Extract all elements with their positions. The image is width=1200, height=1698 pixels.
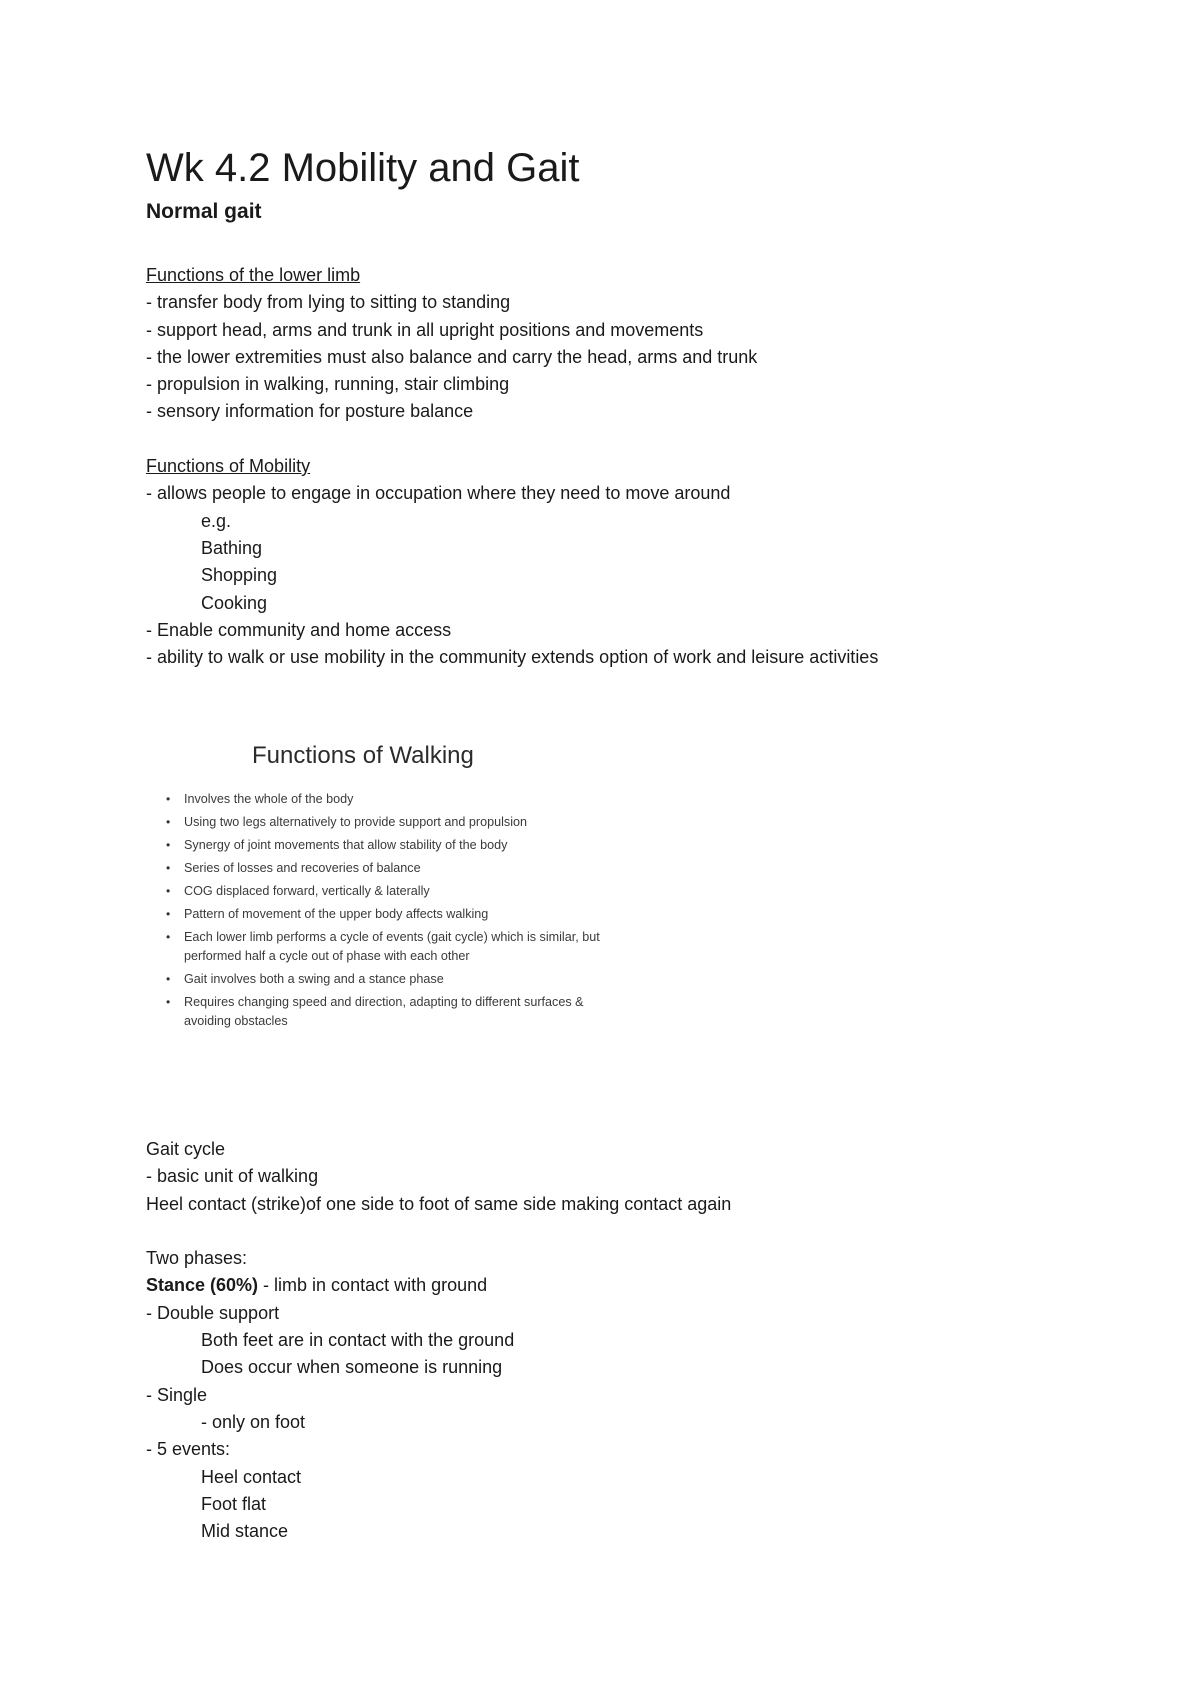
bullet-icon: •: [166, 907, 171, 921]
example-item: Shopping: [201, 565, 278, 586]
bullet-icon: •: [166, 884, 171, 898]
event-item: Mid stance: [201, 1521, 289, 1542]
list-item: - propulsion in walking, running, stair climbing: [146, 374, 510, 395]
slide-bullet: • Series of losses and recoveries of balance: [146, 859, 626, 878]
functions-section: [146, 262, 878, 671]
stance-line: [146, 1272, 731, 1299]
list-item: - 5 events:: [146, 1439, 231, 1460]
slide-bullet: • Synergy of joint movements that allow stability of the body: [146, 836, 626, 855]
bullet-icon: •: [166, 930, 171, 944]
list-item: Heel contact (strike)of one side to foot of same side making contact again: [146, 1193, 732, 1214]
spacer: [146, 426, 878, 453]
slide-bullet-list: [146, 790, 626, 1035]
sub-item: Both feet are in contact with the ground: [201, 1330, 515, 1351]
slide-bullet: • COG displaced forward, vertically & laterally: [146, 882, 626, 901]
list-item: - transfer body from lying to sitting to standing: [146, 292, 511, 313]
bullet-icon: •: [166, 815, 171, 829]
functions-of-walking-slide: [146, 740, 626, 1070]
mobility-heading: Functions of Mobility: [146, 456, 311, 477]
bullet-icon: •: [166, 792, 171, 806]
slide-bullet: • Using two legs alternatively to provide support and propulsion: [146, 813, 626, 832]
phases-heading: Two phases:: [146, 1248, 248, 1269]
list-item: - support head, arms and trunk in all upright positions and movements: [146, 319, 704, 340]
list-item: - Double support: [146, 1302, 280, 1323]
slide-title: Functions of Walking: [252, 742, 474, 769]
list-item: - allows people to engage in occupation where they need to move around: [146, 483, 731, 504]
slide-bullet: • Each lower limb performs a cycle of events (gait cycle) which is similar, but performed half a cycle out of phase with each other: [166, 930, 600, 963]
list-item: - Single: [146, 1384, 208, 1405]
sub-item: - only on foot: [201, 1411, 306, 1432]
slide-bullet: • Involves the whole of the body: [146, 790, 626, 809]
spacer: [146, 1218, 731, 1245]
slide-bullet: • Gait involves both a swing and a stance phase: [146, 970, 626, 989]
list-item: - ability to walk or use mobility in the community extends option of work and leisure activities: [146, 647, 879, 668]
list-item: - basic unit of walking: [146, 1166, 319, 1187]
example-item: e.g.: [201, 510, 232, 531]
list-item: - the lower extremities must also balance and carry the head, arms and trunk: [146, 346, 758, 367]
sub-item: Does occur when someone is running: [201, 1357, 503, 1378]
bullet-icon: •: [166, 861, 171, 875]
bullet-icon: •: [166, 838, 171, 852]
gait-cycle-section: [146, 1136, 731, 1545]
bullet-icon: •: [166, 972, 171, 986]
stance-label: Stance (60%): [146, 1275, 259, 1296]
slide-bullet: • Requires changing speed and direction, adapting to different surfaces & avoiding obstacles: [166, 995, 584, 1028]
event-item: Heel contact: [201, 1466, 302, 1487]
document-title: Wk 4.2 Mobility and Gait: [146, 146, 580, 190]
bullet-icon: •: [166, 995, 171, 1009]
list-item: - Enable community and home access: [146, 619, 452, 640]
slide-bullet: • Pattern of movement of the upper body affects walking: [146, 905, 626, 924]
gait-cycle-heading: Gait cycle: [146, 1139, 226, 1159]
lower-limb-heading: Functions of the lower limb: [146, 265, 361, 285]
list-item: - sensory information for posture balance: [146, 401, 474, 422]
stance-description: - limb in contact with ground: [258, 1275, 488, 1296]
section-subtitle: Normal gait: [146, 200, 262, 223]
example-item: Bathing: [201, 537, 263, 558]
example-item: Cooking: [201, 592, 268, 613]
event-item: Foot flat: [201, 1493, 267, 1514]
